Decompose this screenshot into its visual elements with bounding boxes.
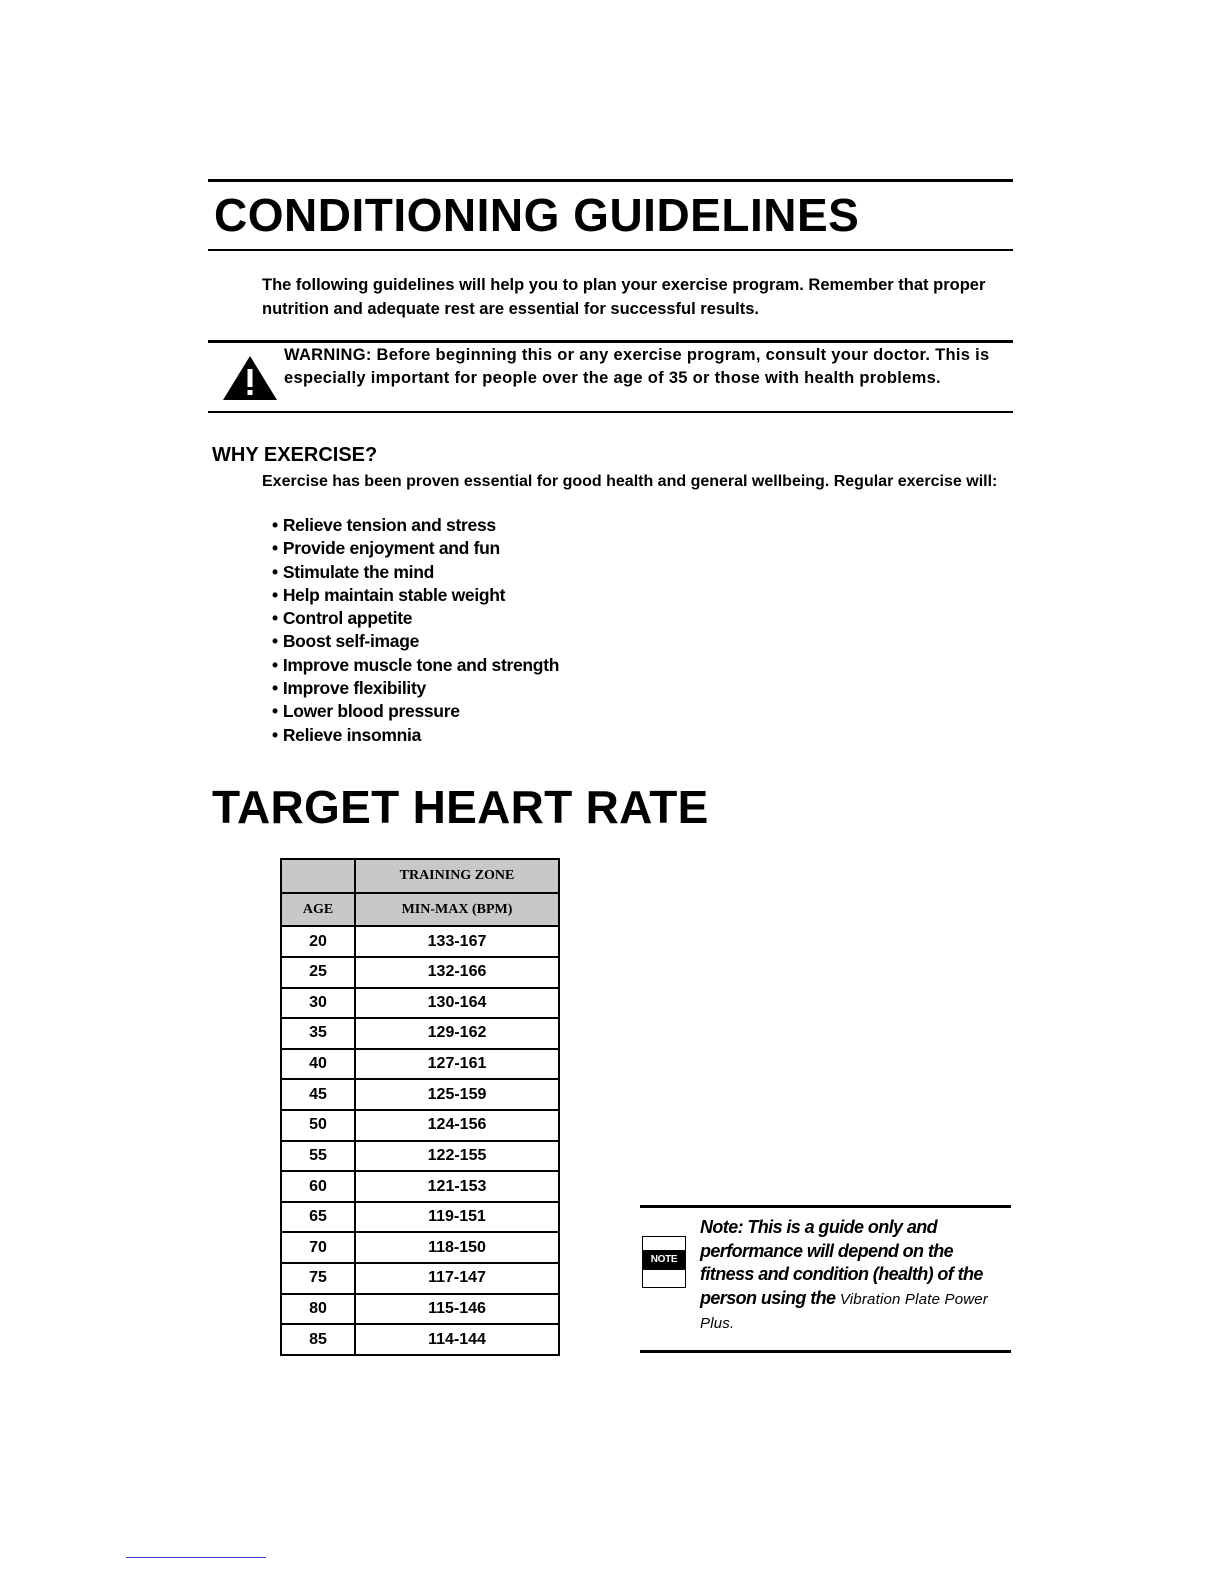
table-row <box>281 1079 559 1110</box>
warning-triangle-icon <box>222 355 278 401</box>
zone-cell: 127-161 <box>355 1049 559 1080</box>
zone-cell: 115-146 <box>355 1294 559 1325</box>
age-cell: 35 <box>281 1018 355 1049</box>
heart-rate-table <box>280 858 560 1356</box>
list-item: • Relieve tension and stress <box>272 514 559 537</box>
note-icon-label: NOTE <box>643 1250 685 1270</box>
list-item: • Control appetite <box>272 607 559 630</box>
note-product: Vibration Plate Power Plus. <box>700 1290 989 1332</box>
warning-text: WARNING: Before beginning this or any exercise program, consult your doctor. This is especially important for people over the age of 35 or those with health problems. <box>284 346 990 387</box>
age-cell: 75 <box>281 1263 355 1294</box>
footer-link-underline <box>126 1557 266 1558</box>
page-title: CONDITIONING GUIDELINES <box>214 189 860 241</box>
table-row <box>281 1018 559 1049</box>
table-row <box>281 1202 559 1233</box>
title-rule-top <box>208 179 1013 182</box>
table-header-zone: MIN-MAX (BPM) <box>355 893 559 927</box>
zone-cell: 119-151 <box>355 1202 559 1233</box>
list-item: • Improve flexibility <box>272 677 559 700</box>
table-row <box>281 1294 559 1325</box>
age-cell: 30 <box>281 988 355 1019</box>
table-row <box>281 1049 559 1080</box>
table-row <box>281 1110 559 1141</box>
why-exercise-intro: Exercise has been proven essential for good health and general wellbeing. Regular exercise will: <box>262 473 998 490</box>
table-header-row <box>281 893 559 927</box>
table-row <box>281 988 559 1019</box>
zone-cell: 118-150 <box>355 1232 559 1263</box>
table-row <box>281 957 559 988</box>
intro-paragraph: The following guidelines will help you to plan your exercise program. Remember that proper nutrition and adequate rest are essential for successful results. <box>262 276 986 318</box>
list-item: • Boost self-image <box>272 630 559 653</box>
table-header-blank <box>281 859 355 893</box>
warning-rule-top <box>208 340 1013 343</box>
age-cell: 65 <box>281 1202 355 1233</box>
table-row <box>281 1324 559 1355</box>
title-rule-bottom <box>208 249 1013 251</box>
note-icon <box>642 1236 686 1288</box>
table-header-row <box>281 859 559 893</box>
warning-rule-bottom <box>208 411 1013 413</box>
age-cell: 50 <box>281 1110 355 1141</box>
list-item: • Lower blood pressure <box>272 700 559 723</box>
table-row <box>281 926 559 957</box>
zone-cell: 130-164 <box>355 988 559 1019</box>
zone-cell: 122-155 <box>355 1141 559 1172</box>
table-header-age: AGE <box>281 893 355 927</box>
zone-cell: 117-147 <box>355 1263 559 1294</box>
note-text <box>700 1216 1000 1336</box>
age-cell: 45 <box>281 1079 355 1110</box>
table-row <box>281 1263 559 1294</box>
zone-cell: 129-162 <box>355 1018 559 1049</box>
age-cell: 55 <box>281 1141 355 1172</box>
list-item: • Help maintain stable weight <box>272 584 559 607</box>
zone-cell: 114-144 <box>355 1324 559 1355</box>
list-item: • Improve muscle tone and strength <box>272 654 559 677</box>
age-cell: 85 <box>281 1324 355 1355</box>
age-cell: 20 <box>281 926 355 957</box>
zone-cell: 125-159 <box>355 1079 559 1110</box>
note-rule-bottom <box>640 1350 1011 1353</box>
age-cell: 80 <box>281 1294 355 1325</box>
table-row <box>281 1141 559 1172</box>
benefits-list <box>272 514 559 747</box>
table-row <box>281 1171 559 1202</box>
why-exercise-heading: WHY EXERCISE? <box>212 444 378 466</box>
table-header-training-zone: TRAINING ZONE <box>355 859 559 893</box>
zone-cell: 133-167 <box>355 926 559 957</box>
age-cell: 60 <box>281 1171 355 1202</box>
list-item: • Relieve insomnia <box>272 724 559 747</box>
age-cell: 40 <box>281 1049 355 1080</box>
note-body: Note: This is a guide only and performance will depend on the fitness and condition (health) of the person using the <box>700 1217 983 1308</box>
age-cell: 25 <box>281 957 355 988</box>
note-rule-top <box>640 1205 1011 1208</box>
list-item: • Stimulate the mind <box>272 561 559 584</box>
zone-cell: 132-166 <box>355 957 559 988</box>
target-heart-rate-heading: TARGET HEART RATE <box>212 781 709 833</box>
age-cell: 70 <box>281 1232 355 1263</box>
list-item: • Provide enjoyment and fun <box>272 537 559 560</box>
zone-cell: 121-153 <box>355 1171 559 1202</box>
zone-cell: 124-156 <box>355 1110 559 1141</box>
table-row <box>281 1232 559 1263</box>
